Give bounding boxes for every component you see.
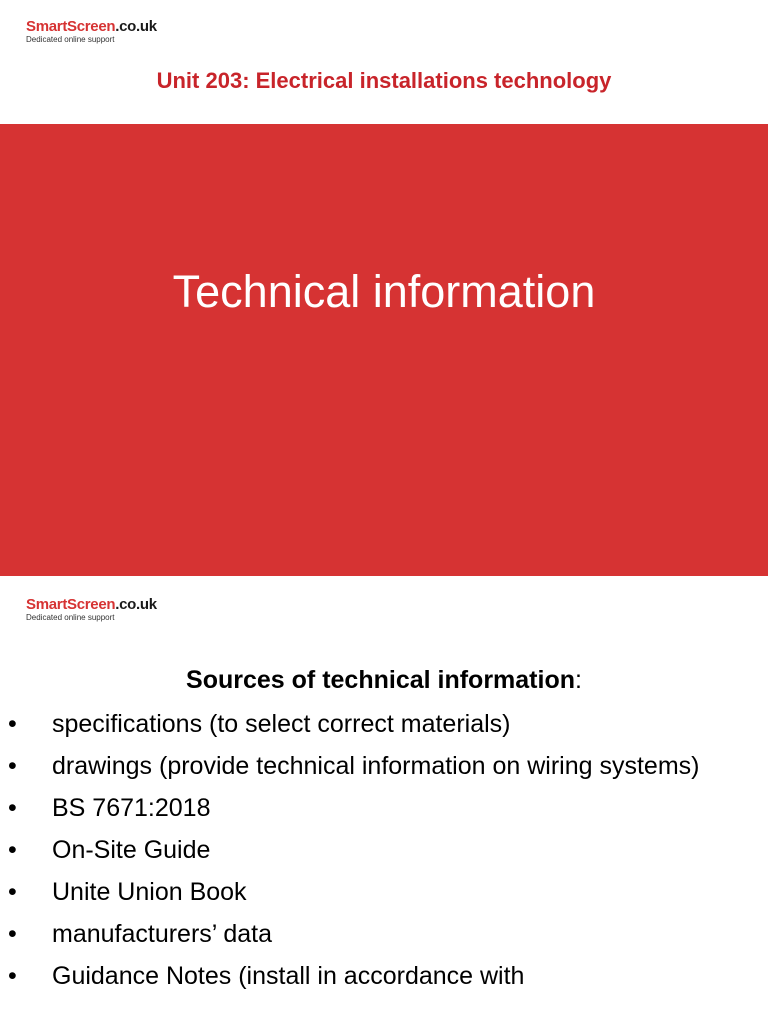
list-item xyxy=(0,832,768,868)
logo-domain: .co.uk xyxy=(115,18,157,35)
list-item-text: Unite Union Book xyxy=(52,878,247,906)
smartscreen-logo xyxy=(26,19,157,44)
bullet-icon: • xyxy=(8,794,17,822)
title-band xyxy=(0,124,768,576)
logo-tagline: Dedicated online support xyxy=(26,35,115,44)
list-item xyxy=(0,916,768,952)
unit-heading: Unit 203: Electrical installations technology xyxy=(156,68,612,93)
bullet-icon: • xyxy=(8,920,17,948)
list-item xyxy=(0,748,768,784)
sources-heading-colon: : xyxy=(575,666,582,694)
list-item-text: On-Site Guide xyxy=(52,836,211,864)
logo-tagline: Dedicated online support xyxy=(26,613,115,622)
logo-wordmark xyxy=(26,19,157,34)
bullet-icon: • xyxy=(8,836,17,864)
bullet-icon: • xyxy=(8,710,17,738)
list-item xyxy=(0,874,768,910)
content-slide xyxy=(0,576,768,1024)
list-item xyxy=(0,958,768,994)
sources-heading-text: Sources of technical information xyxy=(186,666,575,694)
list-item xyxy=(0,706,768,742)
list-item-text: manufacturers’ data xyxy=(52,920,273,948)
logo-domain: .co.uk xyxy=(115,596,157,613)
logo-brand: SmartScreen xyxy=(26,18,116,35)
list-item-text: specifications (to select correct materials) xyxy=(52,710,511,738)
sources-heading xyxy=(0,666,768,695)
list-item-text: Guidance Notes (install in accordance with xyxy=(52,962,525,990)
sources-list xyxy=(0,706,768,1000)
list-item xyxy=(0,790,768,826)
smartscreen-logo xyxy=(26,597,157,622)
list-item-text: drawings (provide technical information on wiring systems) xyxy=(52,752,700,780)
logo-wordmark xyxy=(26,597,157,612)
bullet-icon: • xyxy=(8,962,17,990)
bullet-icon: • xyxy=(8,752,17,780)
slide-title: Technical information xyxy=(172,266,596,317)
bullet-icon: • xyxy=(8,878,17,906)
list-item-text: BS 7671:2018 xyxy=(52,794,211,822)
logo-brand: SmartScreen xyxy=(26,596,116,613)
